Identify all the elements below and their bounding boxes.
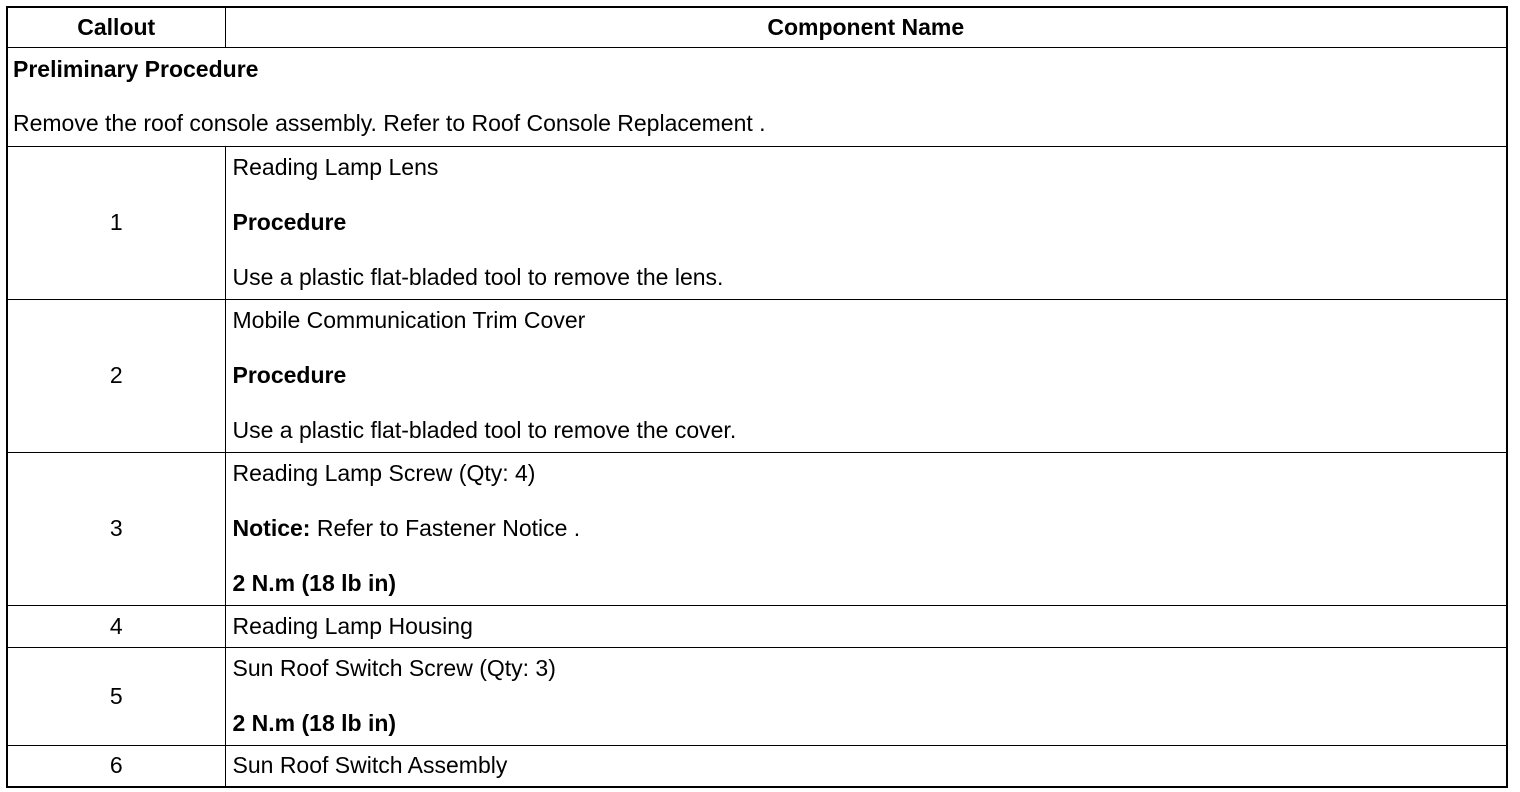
component-name-3: Reading Lamp Screw (Qty: 4) [232,460,536,486]
table-row [7,452,1507,605]
preliminary-title: Preliminary Procedure [13,56,259,82]
callout-4: 4 [7,605,225,647]
procedure-text-1: Use a plastic flat-bladed tool to remove the lens. [232,264,724,290]
callout-1: 1 [7,146,225,299]
procedure-label-1: Procedure [232,209,347,235]
component-name-5: Sun Roof Switch Screw (Qty: 3) [232,655,556,681]
table-row [7,745,1507,787]
component-cell-2 [225,299,1507,452]
torque-spec-3: 2 N.m (18 lb in) [232,570,397,596]
procedure-label-2: Procedure [232,362,347,388]
component-cell-5 [225,647,1507,745]
component-cell-3 [225,452,1507,605]
header-callout: Callout [7,7,225,47]
fastener-notice-link[interactable]: Fastener Notice [405,515,568,541]
roof-console-replacement-link[interactable]: Roof Console Replacement [471,110,753,136]
table-row [7,146,1507,299]
callout-2: 2 [7,299,225,452]
torque-spec-5: 2 N.m (18 lb in) [232,710,397,736]
callout-5: 5 [7,647,225,745]
notice-suffix-3: . [567,515,581,541]
table-row [7,299,1507,452]
component-name-6: Sun Roof Switch Assembly [225,745,1507,787]
procedure-text-2: Use a plastic flat-bladed tool to remove the cover. [232,417,737,443]
notice-line-3 [233,517,1507,540]
table-header-row [7,7,1507,47]
header-component-name: Component Name [225,7,1507,47]
preliminary-cell [7,47,1507,146]
callout-3: 3 [7,452,225,605]
preliminary-text [13,112,1506,135]
preliminary-row [7,47,1507,146]
component-name-2: Mobile Communication Trim Cover [232,307,586,333]
callout-6: 6 [7,745,225,787]
table-row [7,647,1507,745]
component-name-1: Reading Lamp Lens [232,154,439,180]
notice-label-3: Notice: [232,515,311,541]
preliminary-text-prefix: Remove the roof console assembly. Refer to [13,110,472,136]
component-name-4: Reading Lamp Housing [225,605,1507,647]
component-table [6,6,1508,788]
preliminary-text-suffix: . [752,110,766,136]
notice-prefix-3: Refer to [310,515,406,541]
table-row [7,605,1507,647]
component-cell-1 [225,146,1507,299]
